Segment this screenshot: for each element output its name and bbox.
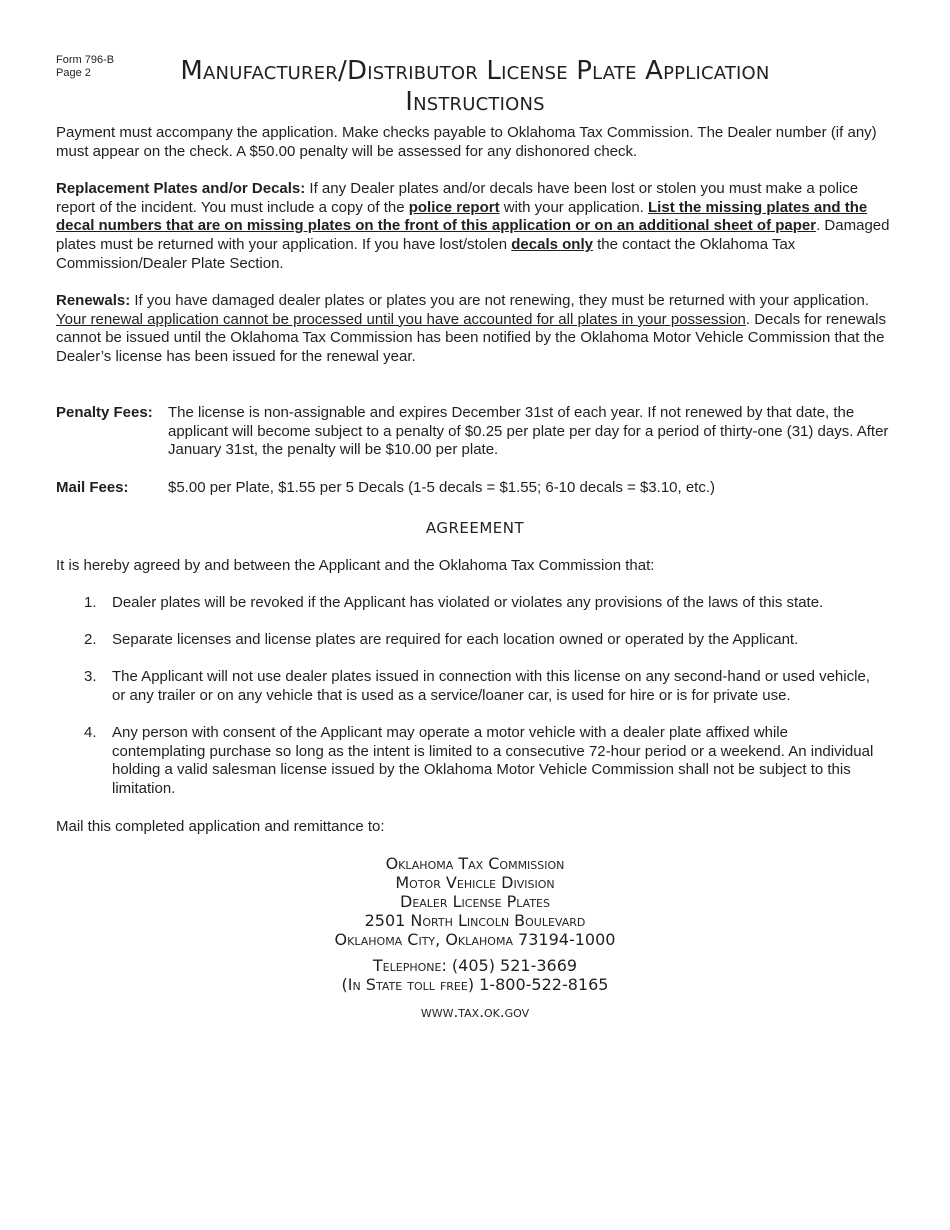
toll-free-telephone: (In State toll free) 1-800-522-8165 <box>341 975 609 994</box>
agreement-item-number: 4. <box>84 724 97 741</box>
address-line-2: Motor Vehicle Division <box>395 873 555 892</box>
mail-fees-text: $5.00 per Plate, $1.55 per 5 Decals (1-5 decals = $1.55; 6-10 decals = $3.10, etc.) <box>168 479 716 496</box>
replacement-text-2: with your application. <box>499 198 649 216</box>
replacement-paragraph <box>56 180 896 274</box>
payment-paragraph: Payment must accompany the application. Make checks payable to Oklahoma Tax Commission. The Dealer number (if any) must appear on the check. A $50.00 penalty will be assessed for any dishonored check. <box>56 124 877 160</box>
renewals-paragraph <box>56 292 896 367</box>
agreement-intro: It is hereby agreed by and between the Applicant and the Oklahoma Tax Commission that: <box>56 557 655 574</box>
address-line-1: Oklahoma Tax Commission <box>385 854 565 873</box>
agreement-item-text: Any person with consent of the Applicant may operate a motor vehicle with a dealer plate affixed while contemplating purchase so long as the intent is limited to a consecutive 72-hour period or a weekend. An individual holding a valid salesman license issued by the Oklahoma Motor Vehicle Commission shall not be subject to this limitation. <box>112 724 874 798</box>
penalty-fees-label: Penalty Fees: <box>56 404 153 421</box>
agreement-item-text: Dealer plates will be revoked if the Applicant has violated or violates any provisions of the laws of this state. <box>112 594 824 611</box>
replacement-text-1: If any Dealer plates and/or decals have been lost or stolen you must make a police report of the incident. You must include a copy of the <box>56 180 859 216</box>
decals-only-emphasis: decals only <box>511 236 593 254</box>
agreement-item-number: 2. <box>84 631 97 648</box>
replacement-text-3: . Damaged plates must be returned with your application. If you have lost/stolen <box>56 217 890 254</box>
address-line-4: 2501 North Lincoln Boulevard <box>364 911 586 930</box>
replacement-label: Replacement Plates and/or Decals: <box>56 180 306 197</box>
list-missing-emphasis: List the missing plates and the decal numbers that are on missing plates on the front of this application or on an additional sheet of paper <box>56 198 868 235</box>
renewals-label: Renewals: <box>56 292 131 309</box>
police-report-emphasis: police report <box>408 198 500 216</box>
agreement-item-number: 3. <box>84 668 97 685</box>
renewals-text-2: . Decals for renewals cannot be issued until the Oklahoma Tax Commission has been notified by the Oklahoma Motor Vehicle Commission that the Dealer’s license has been issued for the renewal year. <box>56 310 886 366</box>
mail-to-instruction: Mail this completed application and remittance to: <box>56 818 385 835</box>
agreement-item-text: Separate licenses and license plates are required for each location owned or operated by the Applicant. <box>112 631 799 648</box>
renewals-underlined: Your renewal application cannot be processed until you have accounted for all plates in your possession <box>56 310 746 328</box>
form-number: Form 796-B <box>56 54 115 66</box>
telephone: Telephone: (405) 521-3669 <box>372 956 578 975</box>
replacement-text-4: the contact the Oklahoma Tax Commission/Dealer Plate Section. <box>56 236 796 272</box>
title-line-2: Instructions <box>405 87 545 117</box>
page-number: Page 2 <box>56 67 91 79</box>
renewals-text-1: If you have damaged dealer plates or plates you are not renewing, they must be returned with your application. <box>130 292 869 309</box>
website[interactable]: www.tax.ok.gov <box>420 1003 530 1021</box>
page-title <box>110 56 840 118</box>
mail-fees-label: Mail Fees: <box>56 479 129 496</box>
address-line-3: Dealer License Plates <box>400 892 550 911</box>
agreement-item-number: 1. <box>84 594 97 611</box>
mailing-address <box>56 854 894 949</box>
penalty-fees-text: The license is non-assignable and expires December 31st of each year. If not renewed by that date, the applicant will become subject to a penalty of $0.25 per plate per day for a period of thirty-one (31) days. After January 31st, the penalty will be $10.00 per plate. <box>168 404 889 459</box>
contact-info <box>56 956 894 994</box>
form-identifier <box>56 54 114 80</box>
agreement-item-text: The Applicant will not use dealer plates issued in connection with this license on any second-hand or used vehicle, or any trailer or on any vehicle that is used as a service/loaner car, is used for hire or is for private use. <box>112 668 870 704</box>
agreement-heading: AGREEMENT <box>425 519 525 537</box>
title-line-1: Manufacturer/Distributor License Plate Application <box>180 56 770 86</box>
address-line-5: Oklahoma City, Oklahoma 73194-1000 <box>334 930 616 949</box>
